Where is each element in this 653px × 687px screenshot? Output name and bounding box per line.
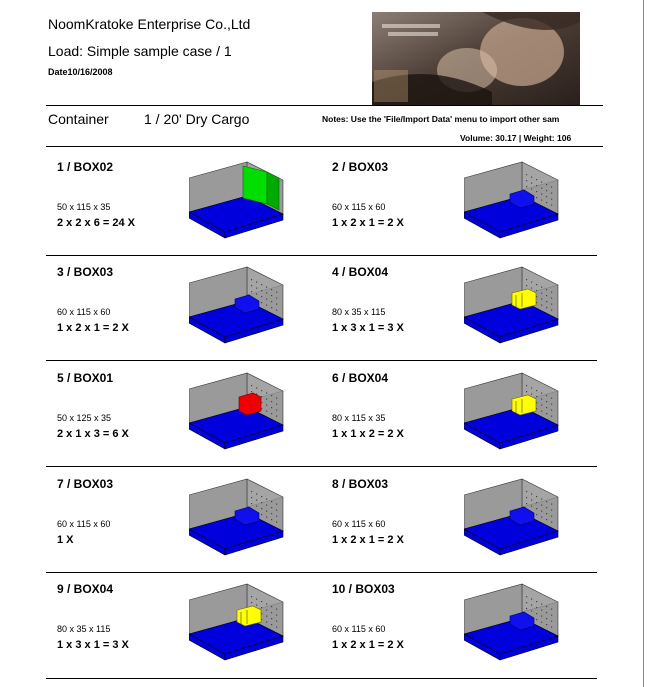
poster-image xyxy=(372,12,580,105)
box-quantity: 1 x 3 x 1 = 3 X xyxy=(332,322,404,334)
box-quantity: 1 x 2 x 1 = 2 X xyxy=(332,534,404,546)
box-title: 7 / BOX03 xyxy=(57,477,114,491)
box-dimensions: 50 x 115 x 35 xyxy=(57,202,111,212)
header-rule-top xyxy=(46,105,603,106)
row-divider xyxy=(46,678,597,679)
container-load-diagram xyxy=(464,371,560,451)
box-title: 3 / BOX03 xyxy=(57,265,114,279)
box-dimensions: 60 x 115 x 60 xyxy=(57,519,111,529)
container-load-diagram xyxy=(189,371,285,451)
box-entry xyxy=(332,582,612,682)
row-divider xyxy=(46,255,597,256)
report-date: Date10/16/2008 xyxy=(48,67,113,77)
box-dimensions: 80 x 35 x 115 xyxy=(57,624,111,634)
box-dimensions: 80 x 35 x 115 xyxy=(332,307,386,317)
box-title: 8 / BOX03 xyxy=(332,477,389,491)
row-divider xyxy=(46,572,597,573)
box-title: 2 / BOX03 xyxy=(332,160,389,174)
box-quantity: 1 x 2 x 1 = 2 X xyxy=(332,639,404,651)
box-dimensions: 80 x 115 x 35 xyxy=(332,413,386,423)
volume-weight-summary: Volume: 30.17 | Weight: 106 xyxy=(460,133,572,143)
box-title: 1 / BOX02 xyxy=(57,160,114,174)
box-dimensions: 60 x 115 x 60 xyxy=(332,519,386,529)
box-entry xyxy=(57,265,337,365)
box-dimensions: 60 x 115 x 60 xyxy=(332,202,386,212)
container-load-diagram xyxy=(464,160,560,240)
page-edge xyxy=(643,0,644,687)
box-title: 9 / BOX04 xyxy=(57,582,114,596)
container-load-diagram xyxy=(189,160,285,240)
notes-text: Notes: Use the 'File/Import Data' menu to import other sam xyxy=(322,114,560,124)
box-entry xyxy=(57,160,337,260)
box-title: 6 / BOX04 xyxy=(332,371,389,385)
container-load-diagram xyxy=(189,265,285,345)
box-entry xyxy=(57,371,337,471)
container-load-diagram xyxy=(464,265,560,345)
box-title: 10 / BOX03 xyxy=(332,582,395,596)
container-label: Container xyxy=(48,111,109,127)
box-quantity: 1 x 3 x 1 = 3 X xyxy=(57,639,129,651)
container-load-diagram xyxy=(189,477,285,557)
container-value: 1 / 20' Dry Cargo xyxy=(144,111,250,127)
load-title: Load: Simple sample case / 1 xyxy=(48,43,232,59)
row-divider xyxy=(46,360,597,361)
container-load-diagram xyxy=(464,477,560,557)
container-load-diagram xyxy=(189,582,285,662)
box-dimensions: 60 x 115 x 60 xyxy=(332,624,386,634)
box-entry xyxy=(57,477,337,577)
box-entry xyxy=(332,160,612,260)
box-title: 4 / BOX04 xyxy=(332,265,389,279)
company-name: NoomKratoke Enterprise Co.,Ltd xyxy=(48,16,251,32)
box-quantity: 1 x 1 x 2 = 2 X xyxy=(332,428,404,440)
box-dimensions: 50 x 125 x 35 xyxy=(57,413,112,423)
box-quantity: 2 x 1 x 3 = 6 X xyxy=(57,428,129,440)
box-entry xyxy=(57,582,337,682)
box-title: 5 / BOX01 xyxy=(57,371,114,385)
header-rule-bottom xyxy=(46,146,603,147)
box-quantity: 2 x 2 x 6 = 24 X xyxy=(57,217,135,229)
box-quantity: 1 X xyxy=(57,534,74,546)
box-quantity: 1 x 2 x 1 = 2 X xyxy=(332,217,404,229)
box-dimensions: 60 x 115 x 60 xyxy=(57,307,111,317)
row-divider xyxy=(46,466,597,467)
box-quantity: 1 x 2 x 1 = 2 X xyxy=(57,322,129,334)
container-load-diagram xyxy=(464,582,560,662)
box-entry xyxy=(332,477,612,577)
box-entry xyxy=(332,371,612,471)
box-entry xyxy=(332,265,612,365)
